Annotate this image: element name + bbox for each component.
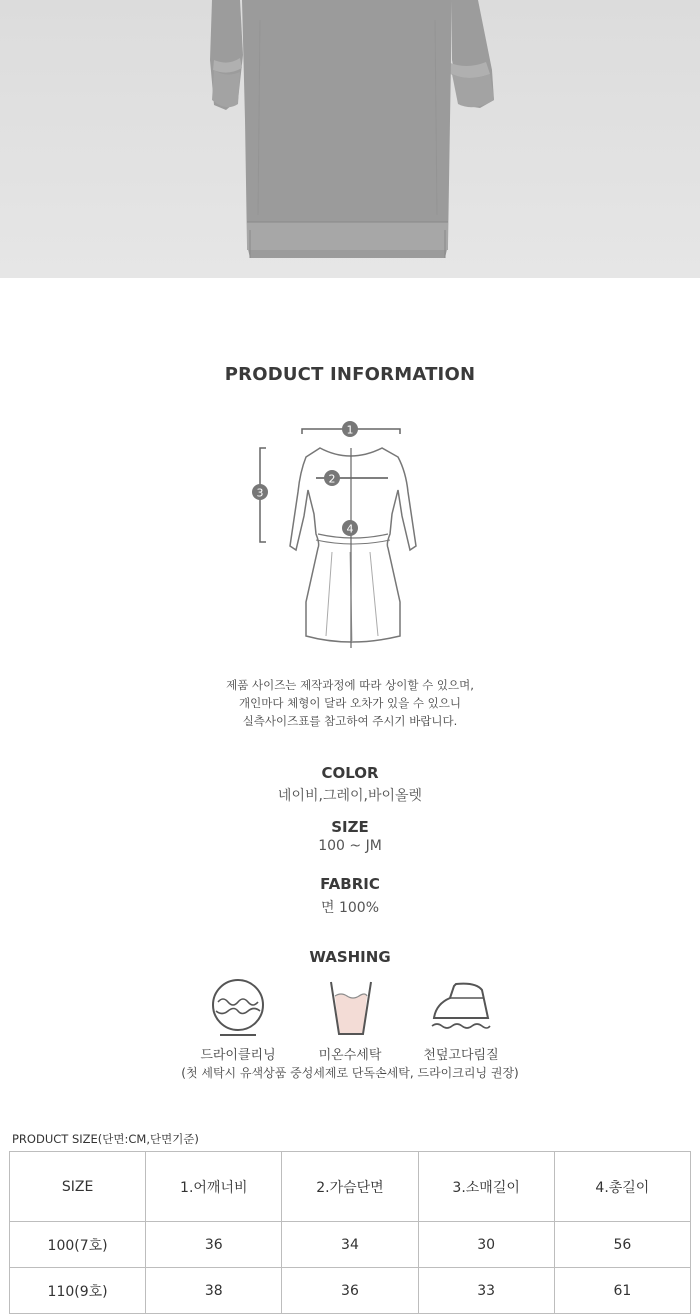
dry-cleaning-icon	[208, 978, 268, 1038]
cell-total-length: 56	[554, 1222, 690, 1268]
cell-sleeve: 30	[418, 1222, 554, 1268]
washing-label: WASHING	[309, 948, 391, 966]
cell-chest: 36	[282, 1268, 418, 1314]
size-value: 100 ~ JM	[318, 838, 382, 854]
color-value: 네이비,그레이,바이올렛	[277, 788, 423, 804]
cell-shoulder: 38	[146, 1268, 282, 1314]
svg-text:3: 3	[256, 486, 264, 500]
dress-outline-icon	[240, 412, 460, 657]
table-row	[10, 1268, 691, 1314]
cell-shoulder: 36	[146, 1222, 282, 1268]
wash-item-lukewarm-water	[290, 978, 410, 1063]
fabric-label: FABRIC	[320, 875, 380, 893]
cell-size: 110(9호)	[10, 1268, 146, 1314]
cell-total-length: 61	[554, 1268, 690, 1314]
size-label: SIZE	[331, 818, 369, 836]
measurement-diagram	[240, 412, 460, 661]
marker-1	[342, 421, 358, 437]
svg-text:1: 1	[346, 423, 354, 437]
gray-dress-image	[0, 0, 700, 278]
marker-2	[324, 470, 340, 486]
size-notice	[0, 676, 700, 730]
wash-item-iron	[401, 978, 521, 1063]
wash-caption: 천덮고다림질	[423, 1048, 499, 1063]
product-photo	[0, 0, 700, 278]
wash-caption: 미온수세탁	[318, 1048, 382, 1063]
cell-size: 100(7호)	[10, 1222, 146, 1268]
color-label: COLOR	[321, 764, 379, 782]
size-table	[9, 1151, 691, 1314]
header-size: SIZE	[10, 1152, 146, 1222]
header-sleeve: 3.소매길이	[418, 1152, 554, 1222]
header-shoulder: 1.어깨너비	[146, 1152, 282, 1222]
cell-sleeve: 33	[418, 1268, 554, 1314]
svg-text:4: 4	[346, 522, 354, 536]
cell-chest: 34	[282, 1222, 418, 1268]
notice-line: 실측사이즈표를 참고하여 주시기 바랍니다.	[242, 714, 458, 728]
product-information-title: PRODUCT INFORMATION	[224, 364, 476, 385]
svg-text:2: 2	[328, 472, 336, 486]
header-total-length: 4.총길이	[554, 1152, 690, 1222]
notice-line: 개인마다 체형이 달라 오차가 있을 수 있으니	[239, 696, 461, 710]
header-chest: 2.가슴단면	[282, 1152, 418, 1222]
notice-line: 제품 사이즈는 제작과정에 따라 상이할 수 있으며,	[226, 678, 474, 692]
size-table-caption: PRODUCT SIZE(단면:CM,단면기준)	[12, 1132, 199, 1146]
lukewarm-water-wash-icon	[320, 978, 380, 1038]
table-row	[10, 1222, 691, 1268]
wash-caption: 드라이클리닝	[200, 1048, 276, 1063]
table-header-row	[10, 1152, 691, 1222]
marker-4	[342, 520, 358, 536]
wash-item-dry-cleaning	[178, 978, 298, 1063]
iron-with-cloth-icon	[426, 978, 496, 1038]
fabric-value: 면 100%	[321, 900, 379, 916]
marker-3	[252, 484, 268, 500]
washing-note: (첫 세탁시 유색상품 중성세제로 단독손세탁, 드라이크리닝 권장)	[181, 1066, 519, 1080]
